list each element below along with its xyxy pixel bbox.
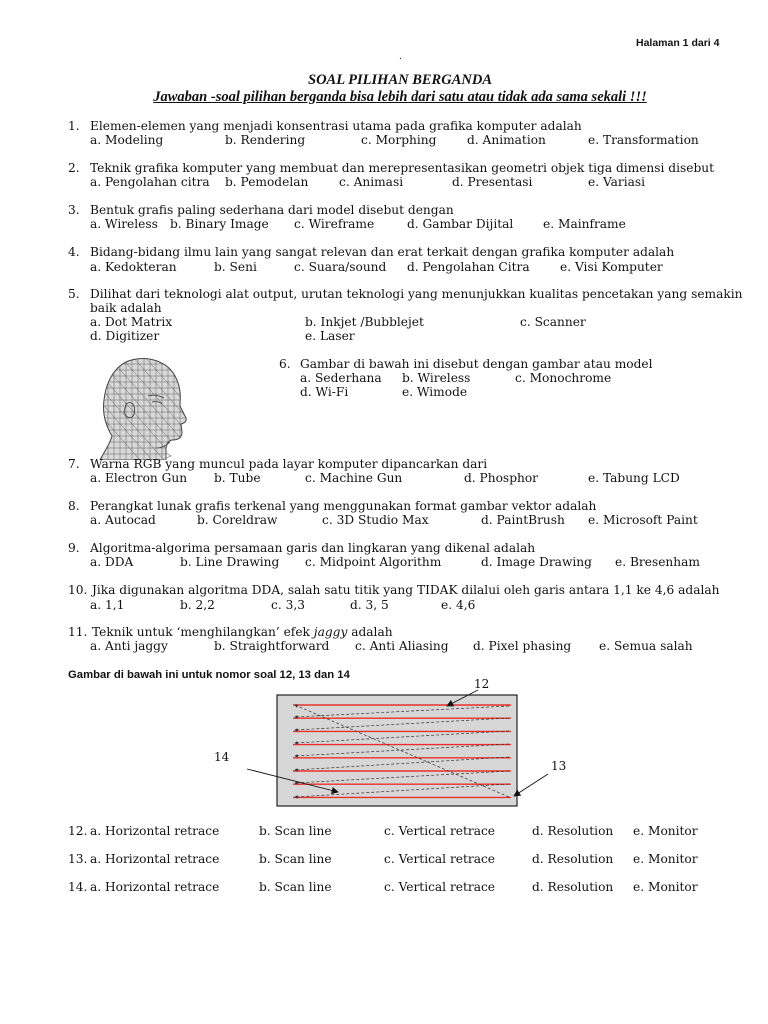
- option-c[interactable]: c. 3D Studio Max: [322, 513, 429, 527]
- option-b[interactable]: b. Straightforward: [214, 639, 330, 653]
- option-e[interactable]: e. 4,6: [441, 598, 476, 612]
- option-e[interactable]: e. Bresenham: [615, 555, 700, 569]
- option-b[interactable]: b. Coreldraw: [197, 513, 278, 527]
- option-c[interactable]: c. Vertical retrace: [384, 852, 496, 866]
- question-text: Dilihat dari teknologi alat output, urutan teknologi yang menunjukkan kualitas pencetakan yang semakin: [90, 287, 743, 301]
- page-title: SOAL PILIHAN BERGANDA: [308, 72, 492, 88]
- question-number: 3.: [68, 203, 80, 217]
- option-b[interactable]: b. Scan line: [259, 824, 332, 838]
- option-e[interactable]: e. Laser: [305, 329, 355, 343]
- option-b[interactable]: b. Scan line: [259, 880, 332, 894]
- option-d[interactable]: d. Image Drawing: [481, 555, 592, 569]
- option-a[interactable]: a. Wireless: [90, 217, 158, 231]
- option-b[interactable]: b. Line Drawing: [180, 555, 280, 569]
- option-a[interactable]: a. Electron Gun: [90, 471, 188, 485]
- option-d[interactable]: d. Pixel phasing: [473, 639, 572, 653]
- option-a[interactable]: a. Modeling: [90, 133, 164, 147]
- option-b[interactable]: b. Tube: [214, 471, 261, 485]
- question-text: Elemen-elemen yang menjadi konsentrasi utama pada grafika komputer adalah: [90, 119, 582, 133]
- option-b[interactable]: b. Seni: [214, 260, 257, 274]
- page-indicator: Halaman 1 dari 4: [636, 37, 720, 49]
- option-a[interactable]: a. Sederhana: [300, 371, 382, 385]
- question-number: 6.: [279, 357, 291, 371]
- option-c[interactable]: c. Anti Aliasing: [355, 639, 449, 653]
- option-a[interactable]: a. Horizontal retrace: [90, 824, 220, 838]
- option-a[interactable]: a. Horizontal retrace: [90, 880, 220, 894]
- option-a[interactable]: a. Anti jaggy: [90, 639, 168, 653]
- question-text: Bidang-bidang ilmu lain yang sangat relevan dan erat terkait dengan grafika komputer adalah: [90, 245, 675, 259]
- wireframe-head-image: [96, 356, 188, 460]
- option-d[interactable]: d. Resolution: [532, 852, 614, 866]
- option-c[interactable]: c. 3,3: [271, 598, 305, 612]
- option-a[interactable]: a. DDA: [90, 555, 134, 569]
- question-text-cont: baik adalah: [90, 301, 162, 315]
- option-a[interactable]: a. Dot Matrix: [90, 315, 173, 329]
- option-e[interactable]: e. Transformation: [588, 133, 699, 147]
- option-e[interactable]: e. Microsoft Paint: [588, 513, 698, 527]
- option-c[interactable]: c. Vertical retrace: [384, 824, 496, 838]
- option-e[interactable]: e. Mainframe: [543, 217, 626, 231]
- option-c[interactable]: c. Suara/sound: [294, 260, 387, 274]
- page-subtitle: Jawaban -soal pilihan berganda bisa lebih dari satu atau tidak ada sama sekali !!!: [153, 89, 647, 105]
- question-number: 13.: [68, 852, 88, 866]
- option-d[interactable]: d. Resolution: [532, 824, 614, 838]
- option-d[interactable]: d. PaintBrush: [481, 513, 565, 527]
- option-e[interactable]: e. Monitor: [633, 852, 698, 866]
- option-b[interactable]: b. Pemodelan: [225, 175, 309, 189]
- question-text: Gambar di bawah ini disebut dengan gambar atau model: [300, 357, 653, 371]
- question-number: 5.: [68, 287, 80, 301]
- option-e[interactable]: e. Monitor: [633, 880, 698, 894]
- raster-scan-diagram: [200, 672, 560, 812]
- option-b[interactable]: b. Binary Image: [170, 217, 269, 231]
- option-a[interactable]: a. Kedokteran: [90, 260, 177, 274]
- question-text-start: Teknik untuk ‘menghilangkan’ efek: [92, 625, 314, 639]
- option-e[interactable]: e. Semua salah: [599, 639, 693, 653]
- question-text: Teknik grafika komputer yang membuat dan merepresentasikan geometri objek tiga dimensi disebut: [90, 161, 715, 175]
- option-b[interactable]: b. Wireless: [402, 371, 471, 385]
- option-d[interactable]: d. Digitizer: [90, 329, 160, 343]
- option-d[interactable]: d. Resolution: [532, 880, 614, 894]
- option-a[interactable]: a. Autocad: [90, 513, 156, 527]
- question-text: Bentuk grafis paling sederhana dari model disebut dengan: [90, 203, 454, 217]
- question-number: 8.: [68, 499, 80, 513]
- option-b[interactable]: b. Rendering: [225, 133, 306, 147]
- option-b[interactable]: b. 2,2: [180, 598, 215, 612]
- label-13: 13: [551, 759, 567, 773]
- option-c[interactable]: c. Machine Gun: [305, 471, 403, 485]
- option-d[interactable]: d. Gambar Dijital: [407, 217, 514, 231]
- question-text-italic: jaggy: [313, 625, 348, 639]
- option-e[interactable]: e. Wimode: [402, 385, 468, 399]
- option-c[interactable]: c. Scanner: [520, 315, 586, 329]
- option-b[interactable]: b. Scan line: [259, 852, 332, 866]
- question-text: Algoritma-algorima persamaan garis dan lingkaran yang dikenal adalah: [90, 541, 536, 555]
- option-a[interactable]: a. Horizontal retrace: [90, 852, 220, 866]
- question-number: 4.: [68, 245, 80, 259]
- option-c[interactable]: c. Midpoint Algorithm: [305, 555, 442, 569]
- question-text: Perangkat lunak grafis terkenal yang menggunakan format gambar vektor adalah: [90, 499, 597, 513]
- option-c[interactable]: c. Animasi: [339, 175, 404, 189]
- option-d[interactable]: d. Wi-Fi: [300, 385, 349, 399]
- option-d[interactable]: d. 3, 5: [350, 598, 389, 612]
- question-number: 10.: [68, 583, 88, 597]
- label-12: 12: [474, 677, 490, 691]
- option-a[interactable]: a. 1,1: [90, 598, 125, 612]
- option-c[interactable]: c. Monochrome: [515, 371, 612, 385]
- question-text: Jika digunakan algoritma DDA, salah satu titik yang TIDAK dilalui oleh garis antara 1,1 ke 4,6 adalah: [92, 583, 720, 597]
- section-label: Gambar di bawah ini untuk nomor soal 12, 13 dan 14: [68, 669, 350, 681]
- option-d[interactable]: d. Pengolahan Citra: [407, 260, 530, 274]
- option-e[interactable]: e. Visi Komputer: [560, 260, 663, 274]
- question-number: 14.: [68, 880, 88, 894]
- option-c[interactable]: c. Vertical retrace: [384, 880, 496, 894]
- question-number: 7.: [68, 457, 80, 471]
- option-b[interactable]: b. Inkjet /Bubblejet: [305, 315, 424, 329]
- option-d[interactable]: d. Phosphor: [464, 471, 539, 485]
- question-number: 1.: [68, 119, 80, 133]
- question-text: Warna RGB yang muncul pada layar komputer dipancarkan dari: [90, 457, 488, 471]
- question-number: 11.: [68, 625, 88, 639]
- question-number: 12.: [68, 824, 88, 838]
- option-e[interactable]: e. Variasi: [588, 175, 646, 189]
- option-e[interactable]: e. Tabung LCD: [588, 471, 680, 485]
- option-c[interactable]: c. Morphing: [361, 133, 437, 147]
- pointer-13: [514, 774, 548, 796]
- option-e[interactable]: e. Monitor: [633, 824, 698, 838]
- option-d[interactable]: d. Presentasi: [452, 175, 533, 189]
- question-number: 9.: [68, 541, 80, 555]
- question-text-end: adalah: [347, 625, 393, 639]
- option-a[interactable]: a. Pengolahan citra: [90, 175, 210, 189]
- label-14: 14: [214, 750, 230, 764]
- question-number: 2.: [68, 161, 80, 175]
- stray-dot: .: [399, 52, 402, 62]
- option-d[interactable]: d. Animation: [467, 133, 546, 147]
- option-c[interactable]: c. Wireframe: [294, 217, 375, 231]
- question-text: [92, 625, 393, 639]
